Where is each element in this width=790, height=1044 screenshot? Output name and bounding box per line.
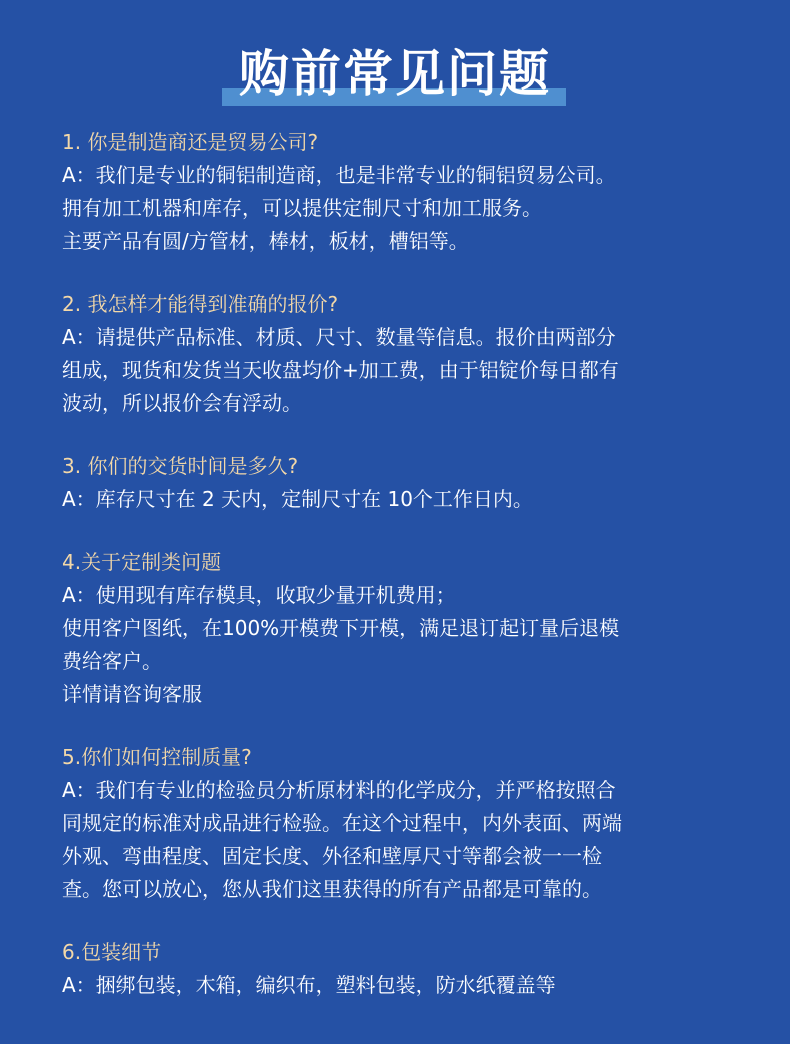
faq-question: 3. 你们的交货时间是多久? — [62, 454, 299, 478]
faq-answer-line: 费给客户。 — [62, 649, 162, 673]
faq-answer-line: A：我们是专业的铜铝制造商，也是非常专业的铜铝贸易公司。 — [62, 163, 616, 187]
page-header — [0, 38, 790, 110]
faq-answer-line: 同规定的标准对成品进行检验。在这个过程中，内外表面、两端 — [62, 811, 622, 835]
faq-answer-line: 主要产品有圆/方管材，棒材，板材，槽铝等。 — [62, 229, 469, 253]
faq-answer-line: 使用客户图纸，在100%开模费下开模，满足退订起订量后退模 — [62, 616, 620, 640]
faq-item-4 — [62, 546, 752, 711]
faq-question: 1. 你是制造商还是贸易公司? — [62, 130, 319, 154]
page-title: 购前常见问题 — [239, 45, 551, 103]
faq-answer-line: A：使用现有库存模具，收取少量开机费用； — [62, 583, 456, 607]
faq-question: 5.你们如何控制质量? — [62, 745, 252, 769]
faq-answer-line: 外观、弯曲程度、固定长度、外径和壁厚尺寸等都会被一一检 — [62, 844, 602, 868]
faq-list — [62, 126, 752, 1032]
faq-question: 2. 我怎样才能得到准确的报价? — [62, 292, 339, 316]
faq-answer-line: A：请提供产品标准、材质、尺寸、数量等信息。报价由两部分 — [62, 325, 616, 349]
faq-question: 4.关于定制类问题 — [62, 550, 222, 574]
faq-answer-line: 拥有加工机器和库存，可以提供定制尺寸和加工服务。 — [62, 196, 542, 220]
faq-answer-line: A：捆绑包装，木箱，编织布，塑料包装，防水纸覆盖等 — [62, 973, 556, 997]
faq-item-5 — [62, 741, 752, 906]
faq-answer-line: A：库存尺寸在 2 天内，定制尺寸在 10个工作日内。 — [62, 487, 533, 511]
faq-item-2 — [62, 288, 752, 420]
faq-answer-line: 详情请咨询客服 — [62, 682, 202, 706]
faq-answer-line: A：我们有专业的检验员分析原材料的化学成分，并严格按照合 — [62, 778, 616, 802]
faq-answer-line: 查。您可以放心，您从我们这里获得的所有产品都是可靠的。 — [62, 877, 602, 901]
faq-answer-line: 波动，所以报价会有浮动。 — [62, 391, 302, 415]
faq-item-6 — [62, 936, 752, 1002]
faq-item-1 — [62, 126, 752, 258]
faq-answer-line: 组成，现货和发货当天收盘均价+加工费，由于铝锭价每日都有 — [62, 358, 619, 382]
faq-question: 6.包装细节 — [62, 940, 162, 964]
faq-item-3 — [62, 450, 752, 516]
